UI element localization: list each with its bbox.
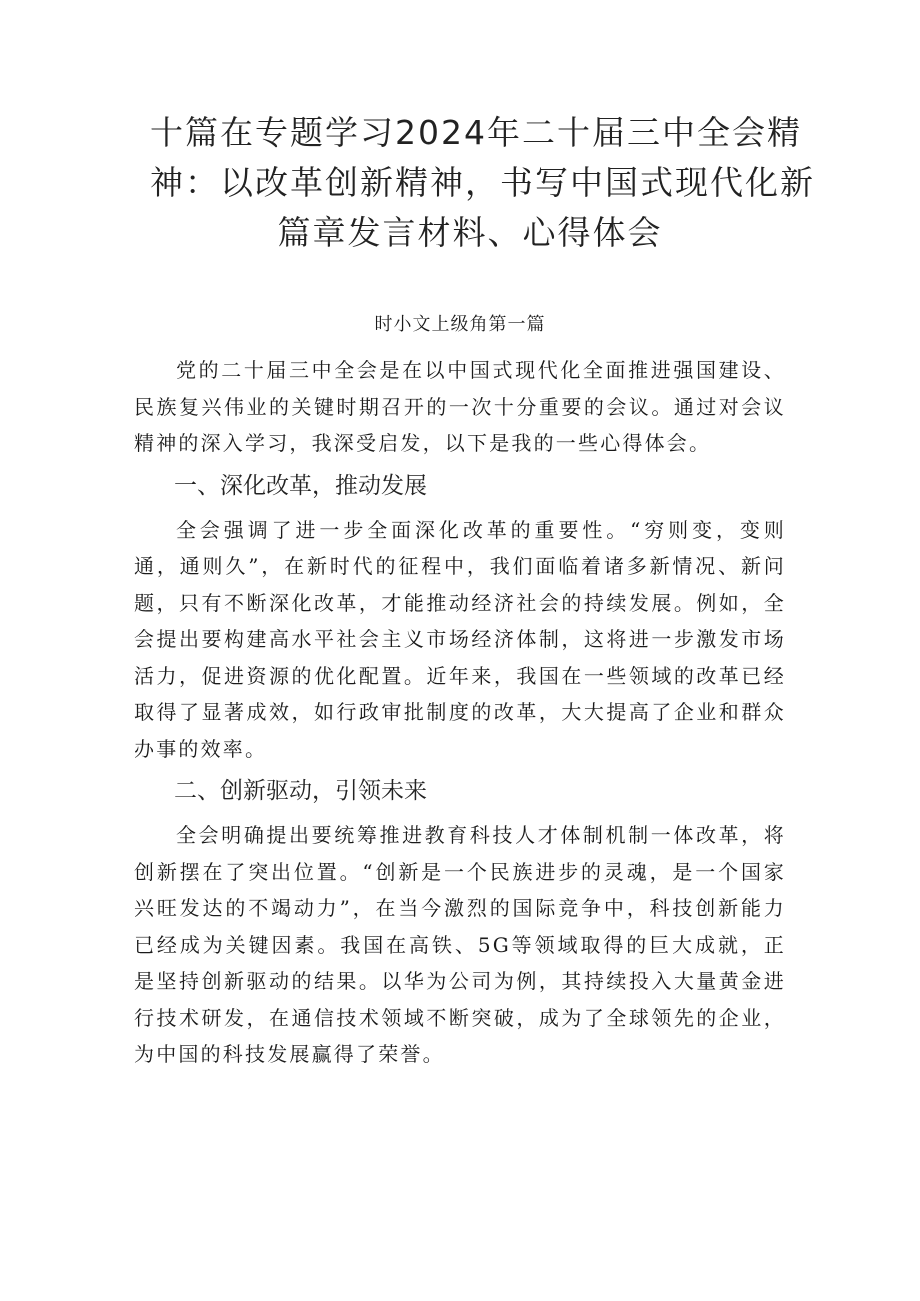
- section-heading-2: 二、创新驱动，引领未来: [174, 778, 427, 804]
- title-line: 篇章发言材料、心得体会: [277, 213, 663, 252]
- section-heading-1: 一、深化改革，推动发展: [174, 472, 427, 499]
- title-line: 神：以改革创新精神，书写中国式现代化新: [150, 163, 815, 202]
- title-line: 十篇在专题学习2024年二十届三中全会精: [150, 113, 802, 152]
- document-title: [150, 108, 815, 258]
- section-paragraph-1: 全会强调了进一步全面深化改革的重要性。“穷则变，变则通，通则久”，在新时代的征程中，我们面临着诸多新情况、新问题，只有不断深化改革，才能推动经济社会的持续发展。例如，全会提出要构建高水平社会主义市场经济体制，这将进一步激发市场活力，促进资源的优化配置。近年来，我国在一些领域的改革已经取得了显著成效，如行政审批制度的改革，大大提高了企业和群众办事的效率。: [134, 517, 786, 761]
- section-paragraph-2: 全会明确提出要统筹推进教育科技人才体制机制一体改革，将创新摆在了突出位置。“创新是一个民族进步的灵魂，是一个国家兴旺发达的不竭动力”，在当今激烈的国际竞争中，科技创新能力已经成为关键因素。我国在高铁、5G等领域取得的巨大成就，正是坚持创新驱动的结果。以华为公司为例，其持续投入大量黄金进行技术研发，在通信技术领域不断突破，成为了全球领先的企业，为中国的科技发展赢得了荣誉。: [134, 823, 786, 1066]
- document-subtitle: 时小文上级角第一篇: [374, 314, 546, 335]
- intro-paragraph: 党的二十届三中全会是在以中国式现代化全面推进强国建设、民族复兴伟业的关键时期召开的一次十分重要的会议。通过对会议精神的深入学习，我深受启发，以下是我的一些心得体会。: [134, 358, 786, 455]
- document-body: [134, 352, 786, 1073]
